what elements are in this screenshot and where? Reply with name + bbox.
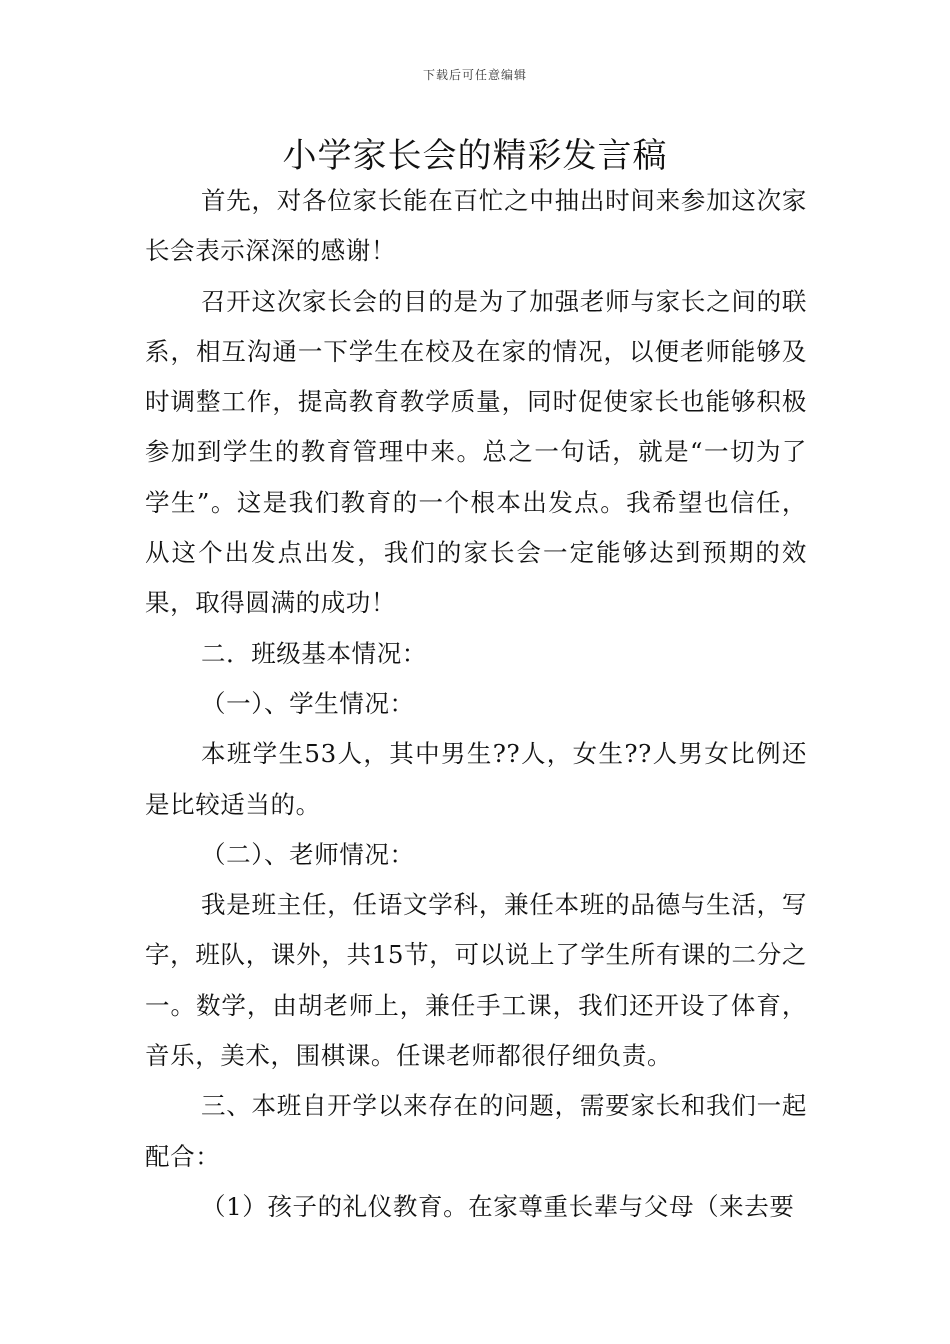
paragraph-students: 本班学生53人，其中男生??人，女生??人男女比例还是比较适当的。 [145,739,807,819]
document-title: 小学家长会的精彩发言稿 [282,136,668,176]
paragraph-teachers: 我是班主任，任语文学科，兼任本班的品德与生活，写字，班队，课外，共15节，可以说上了学生所有课的二分之一。数学，由胡老师上，兼任手工课，我们还开设了体育，音乐，美术，围棋课。任课老师都很仔细负责。 [145,890,807,1071]
section-heading-problems: 三、本班自开学以来存在的问题，需要家长和我们一起配合： [145,1091,807,1171]
paragraph-etiquette: （1）孩子的礼仪教育。在家尊重长辈与父母（来去要 [201,1191,795,1221]
paragraph-greeting: 首先，对各位家长能在百忙之中抽出时间来参加这次家长会表示深深的感谢！ [145,186,807,266]
paragraph-purpose: 召开这次家长会的目的是为了加强老师与家长之间的联系，相互沟通一下学生在校及在家的情况，以便老师能够及时调整工作，提高教育教学质量，同时促使家长也能够积极参加到学生的教育管理中来。总之一句话，就是“一切为了学生”。这是我们教育的一个根本出发点。我希望也信任，从这个出发点出发，我们的家长会一定能够达到预期的效果，取得圆满的成功！ [145,286,807,618]
document-body [145,176,807,1232]
header-note: 下载后可任意编辑 [422,68,527,82]
section-heading-class-info: 二．班级基本情况： [201,638,427,668]
subsection-heading-teachers: （二）、老师情况： [201,839,415,869]
subsection-heading-students: （一）、学生情况： [201,688,415,718]
